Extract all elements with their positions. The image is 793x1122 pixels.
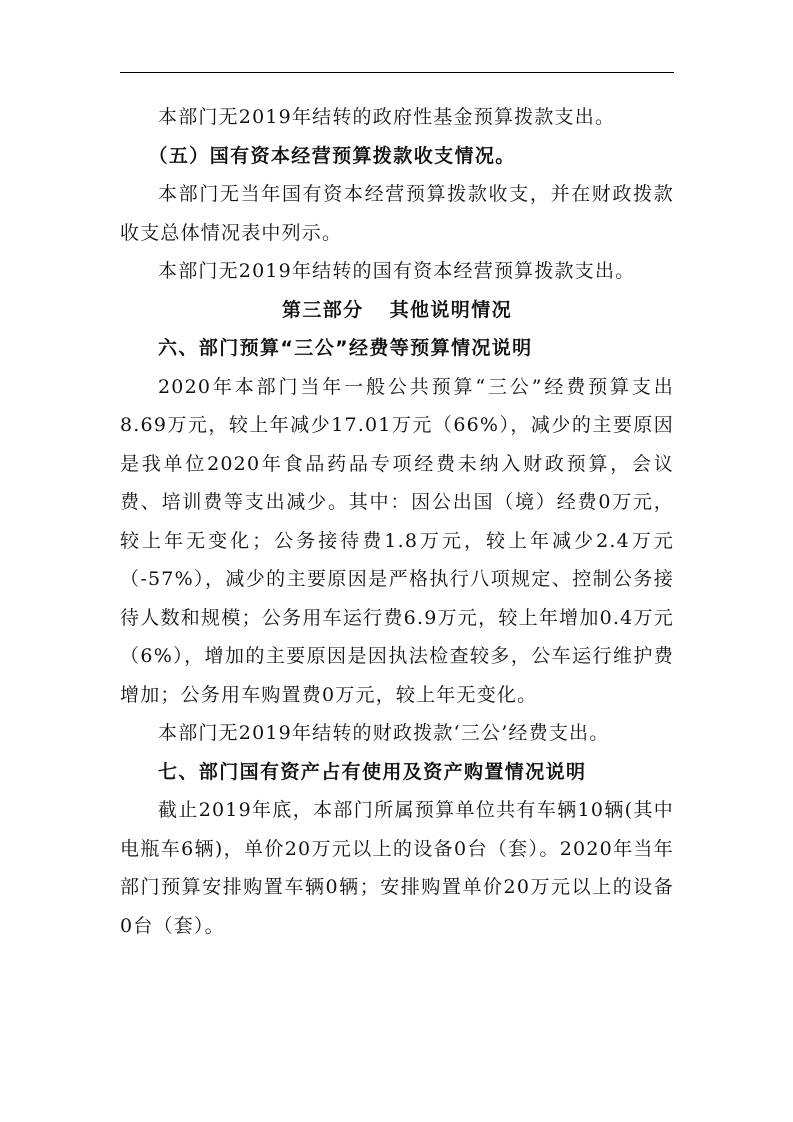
paragraph-gov-fund-carryover: 本部门无2019年结转的政府性基金预算拨款支出。 bbox=[158, 106, 616, 128]
document-body bbox=[120, 98, 674, 945]
section-title bbox=[120, 291, 674, 330]
paragraph-state-capital-carryover: 本部门无2019年结转的国有资本经营预算拨款支出。 bbox=[158, 260, 636, 282]
heading-three-public-expenses: 六、部门预算“三公”经费等预算情况说明 bbox=[158, 337, 533, 359]
paragraph-three-public-expenses: 2020年本部门当年一般公共预算“三公”经费预算支出8.69万元，较上年减少17.01万元（66%），减少的主要原因是我单位2020年食品药品专项经费未纳入财政预算，会议费、培训费等支出减少。其中：因公出国（境）经费0万元，较上年无变化；公务接待费1.8万元，较上年减少2.4万元（-57%），减少的主要原因是严格执行八项规定、控制公务接待人数和规模；公务用车运行费6.9万元，较上年增加0.4万元（6%），增加的主要原因是因执法检查较多，公车运行维护费增加；公务用车购置费0万元，较上年无变化。 bbox=[120, 375, 674, 706]
header-rule bbox=[120, 72, 674, 73]
paragraph-state-assets: 截止2019年底，本部门所属预算单位共有车辆10辆(其中电瓶车6辆)，单价20万元以上的设备0台（套）。2020年当年部门预算安排购置车辆0辆；安排购置单价20万元以上的设备0台（套）。 bbox=[120, 799, 674, 937]
section-title-name: 其他说明情况 bbox=[389, 298, 512, 321]
paragraph-three-public-carryover: 本部门无2019年结转的财政拨款‘三公’经费支出。 bbox=[158, 722, 610, 744]
heading-state-capital-budget: （五）国有资本经营预算拨款收支情况。 bbox=[148, 144, 516, 167]
heading-state-assets: 七、部门国有资产占有使用及资产购置情况说明 bbox=[158, 760, 587, 783]
section-title-part: 第三部分 bbox=[281, 298, 364, 321]
paragraph-state-capital-none: 本部门无当年国有资本经营预算拨款收支，并在财政拨款收支总体情况表中列示。 bbox=[120, 183, 674, 244]
